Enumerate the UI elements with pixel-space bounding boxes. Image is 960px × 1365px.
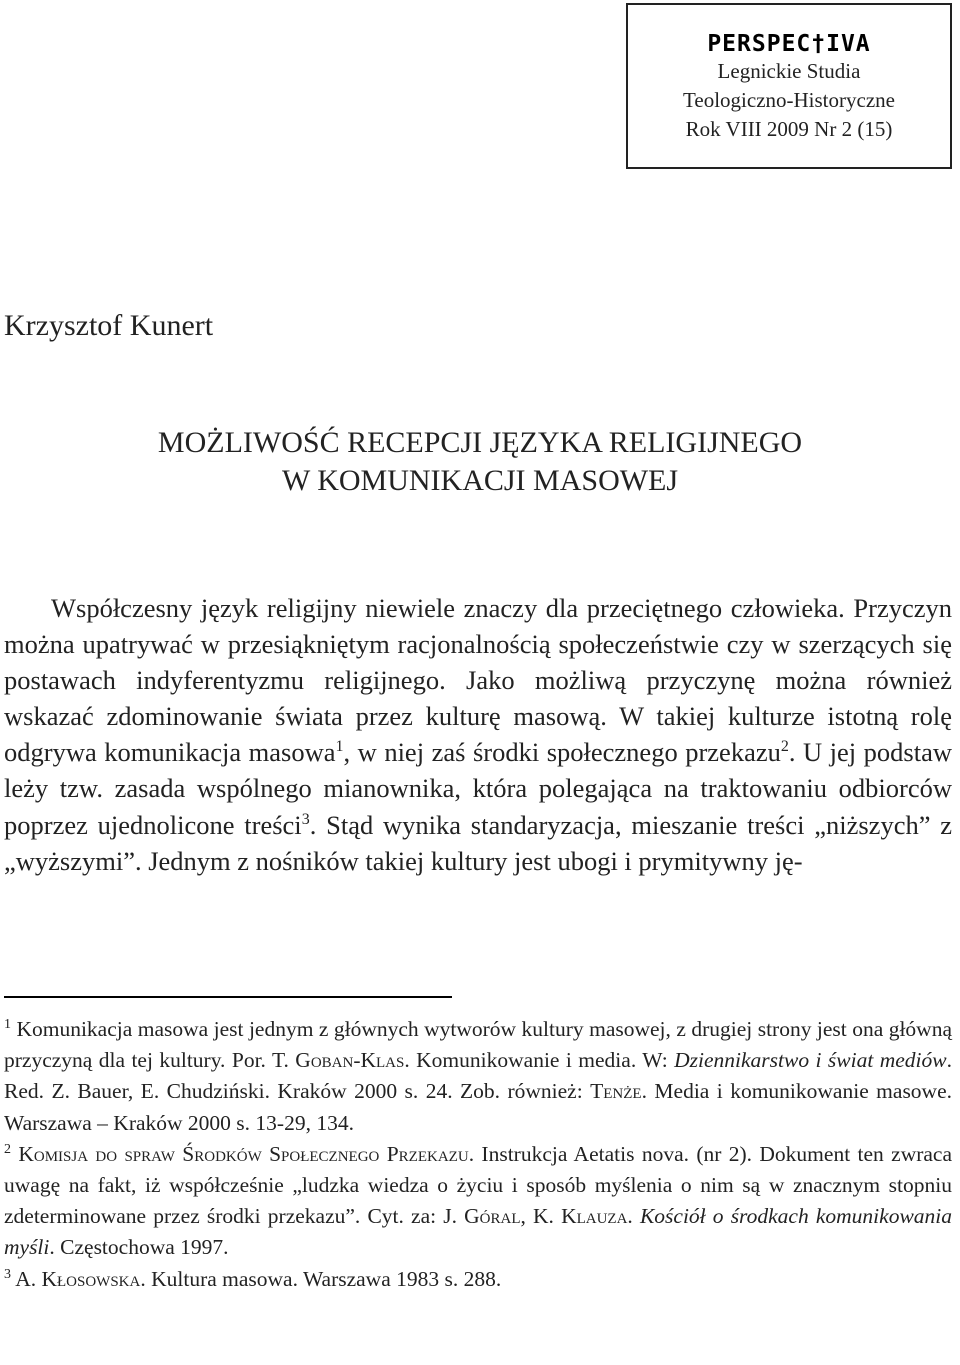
footnote-text: A. [11,1266,42,1291]
cited-author: Góral [464,1204,521,1229]
footnote-mark: 1 [4,1016,11,1032]
body-text-segment: Współczesny język religijny niewiele znaczy dla przeciętnego człowieka. Przyczyn można upatrywać w przesiąkniętym racjonalnością społeczeństwie czy w szerzących się postawach indyferentyzmu religijnego. Jako możliwą przyczynę można również wskazać zdominowanie świata przez kulturę masową. W takiej kulturze istotną rolę odgrywa komunikacja masowa [4,593,952,768]
footnote-2 [4,1139,952,1264]
cited-author: Komisja do spraw Środków Społecznego Przekazu [11,1141,469,1166]
body-paragraph [4,590,952,879]
cited-author: Tenże [590,1079,642,1104]
footnote-text: . Media i komunikowanie masowe. Warszawa – Kraków 2000 s. 13-29, 134. [4,1079,953,1135]
cited-author: Goban-Klas [295,1048,405,1073]
footnote-text: Komunikacja masowa jest jednym z głównych wytworów kultury masowej, z drugiej strony jest ona główną przyczyną dla tej kultury. Por. T. [4,1017,952,1073]
footnote-text: , K. [520,1204,562,1229]
article-title-line2: W KOMUNIKACJI MASOWEJ [281,464,679,497]
cited-title: Dziennikarstwo i świat mediów [674,1048,947,1073]
journal-header-box [626,3,952,169]
footnote-text: . [627,1204,640,1229]
journal-issue: Rok VIII 2009 Nr 2 (15) [685,117,893,141]
journal-subtitle-line1: Legnickie Studia [717,59,861,83]
footnote-3 [4,1264,952,1295]
body-text-segment: . U jej podstaw leży tzw. zasada wspólnego mianownika, która polegająca na traktowaniu odbiorców poprzez ujednolicone treści [4,737,952,840]
footnote-text: . Kultura masowa. Warszawa 1983 s. 288. [140,1266,502,1291]
footnote-reference-2[interactable]: 2 [780,738,789,756]
journal-name: PERSPEC†IVA [707,31,871,57]
cited-author: Kłosowska [41,1266,141,1291]
footnote-mark: 2 [4,1141,11,1157]
cited-title: Kościół o środkach komunikowania myśli [4,1204,953,1260]
body-text-segment: . Stąd wynika standaryzacja, mieszanie treści „niższych” z „wyższymi”. Jednym z nośników takiej kultury jest ubogi i prymitywny ję- [4,809,953,876]
body-text-segment: , w niej zaś środki społecznego przekazu [343,737,781,768]
footnote-text: . Częstochowa 1997. [49,1235,229,1260]
cited-author: Klauza [561,1204,628,1229]
article-author: Krzysztof Kunert [4,309,214,342]
footnote-text: . Red. Z. Bauer, E. Chudziński. Kraków 2000 s. 24. Zob. również: [4,1048,952,1104]
article-title [0,424,960,500]
footnote-reference-1[interactable]: 1 [335,738,344,756]
journal-subtitle-line2: Teologiczno-Historyczne [683,88,895,112]
footnote-separator [4,996,452,998]
footnote-reference-3[interactable]: 3 [301,810,310,828]
footnote-1 [4,1014,952,1139]
footnote-text: . Komunikowanie i media. W: [404,1048,675,1073]
footnote-text: . Instrukcja Aetatis nova. (nr 2). Dokument ten zwraca uwagę na fakt, iż współcześnie „ludzka wiedza o życiu i sposób myślenia o nim są w znacznym stopniu zdeterminowane przez środki przekazu”. Cyt. za: J. [4,1141,953,1229]
article-title-line1: MOŻLIWOŚĆ RECEPCJI JĘZYKA RELIGIJNEGO [157,426,803,459]
footnotes-section [4,1014,952,1295]
footnote-mark: 3 [4,1266,11,1282]
